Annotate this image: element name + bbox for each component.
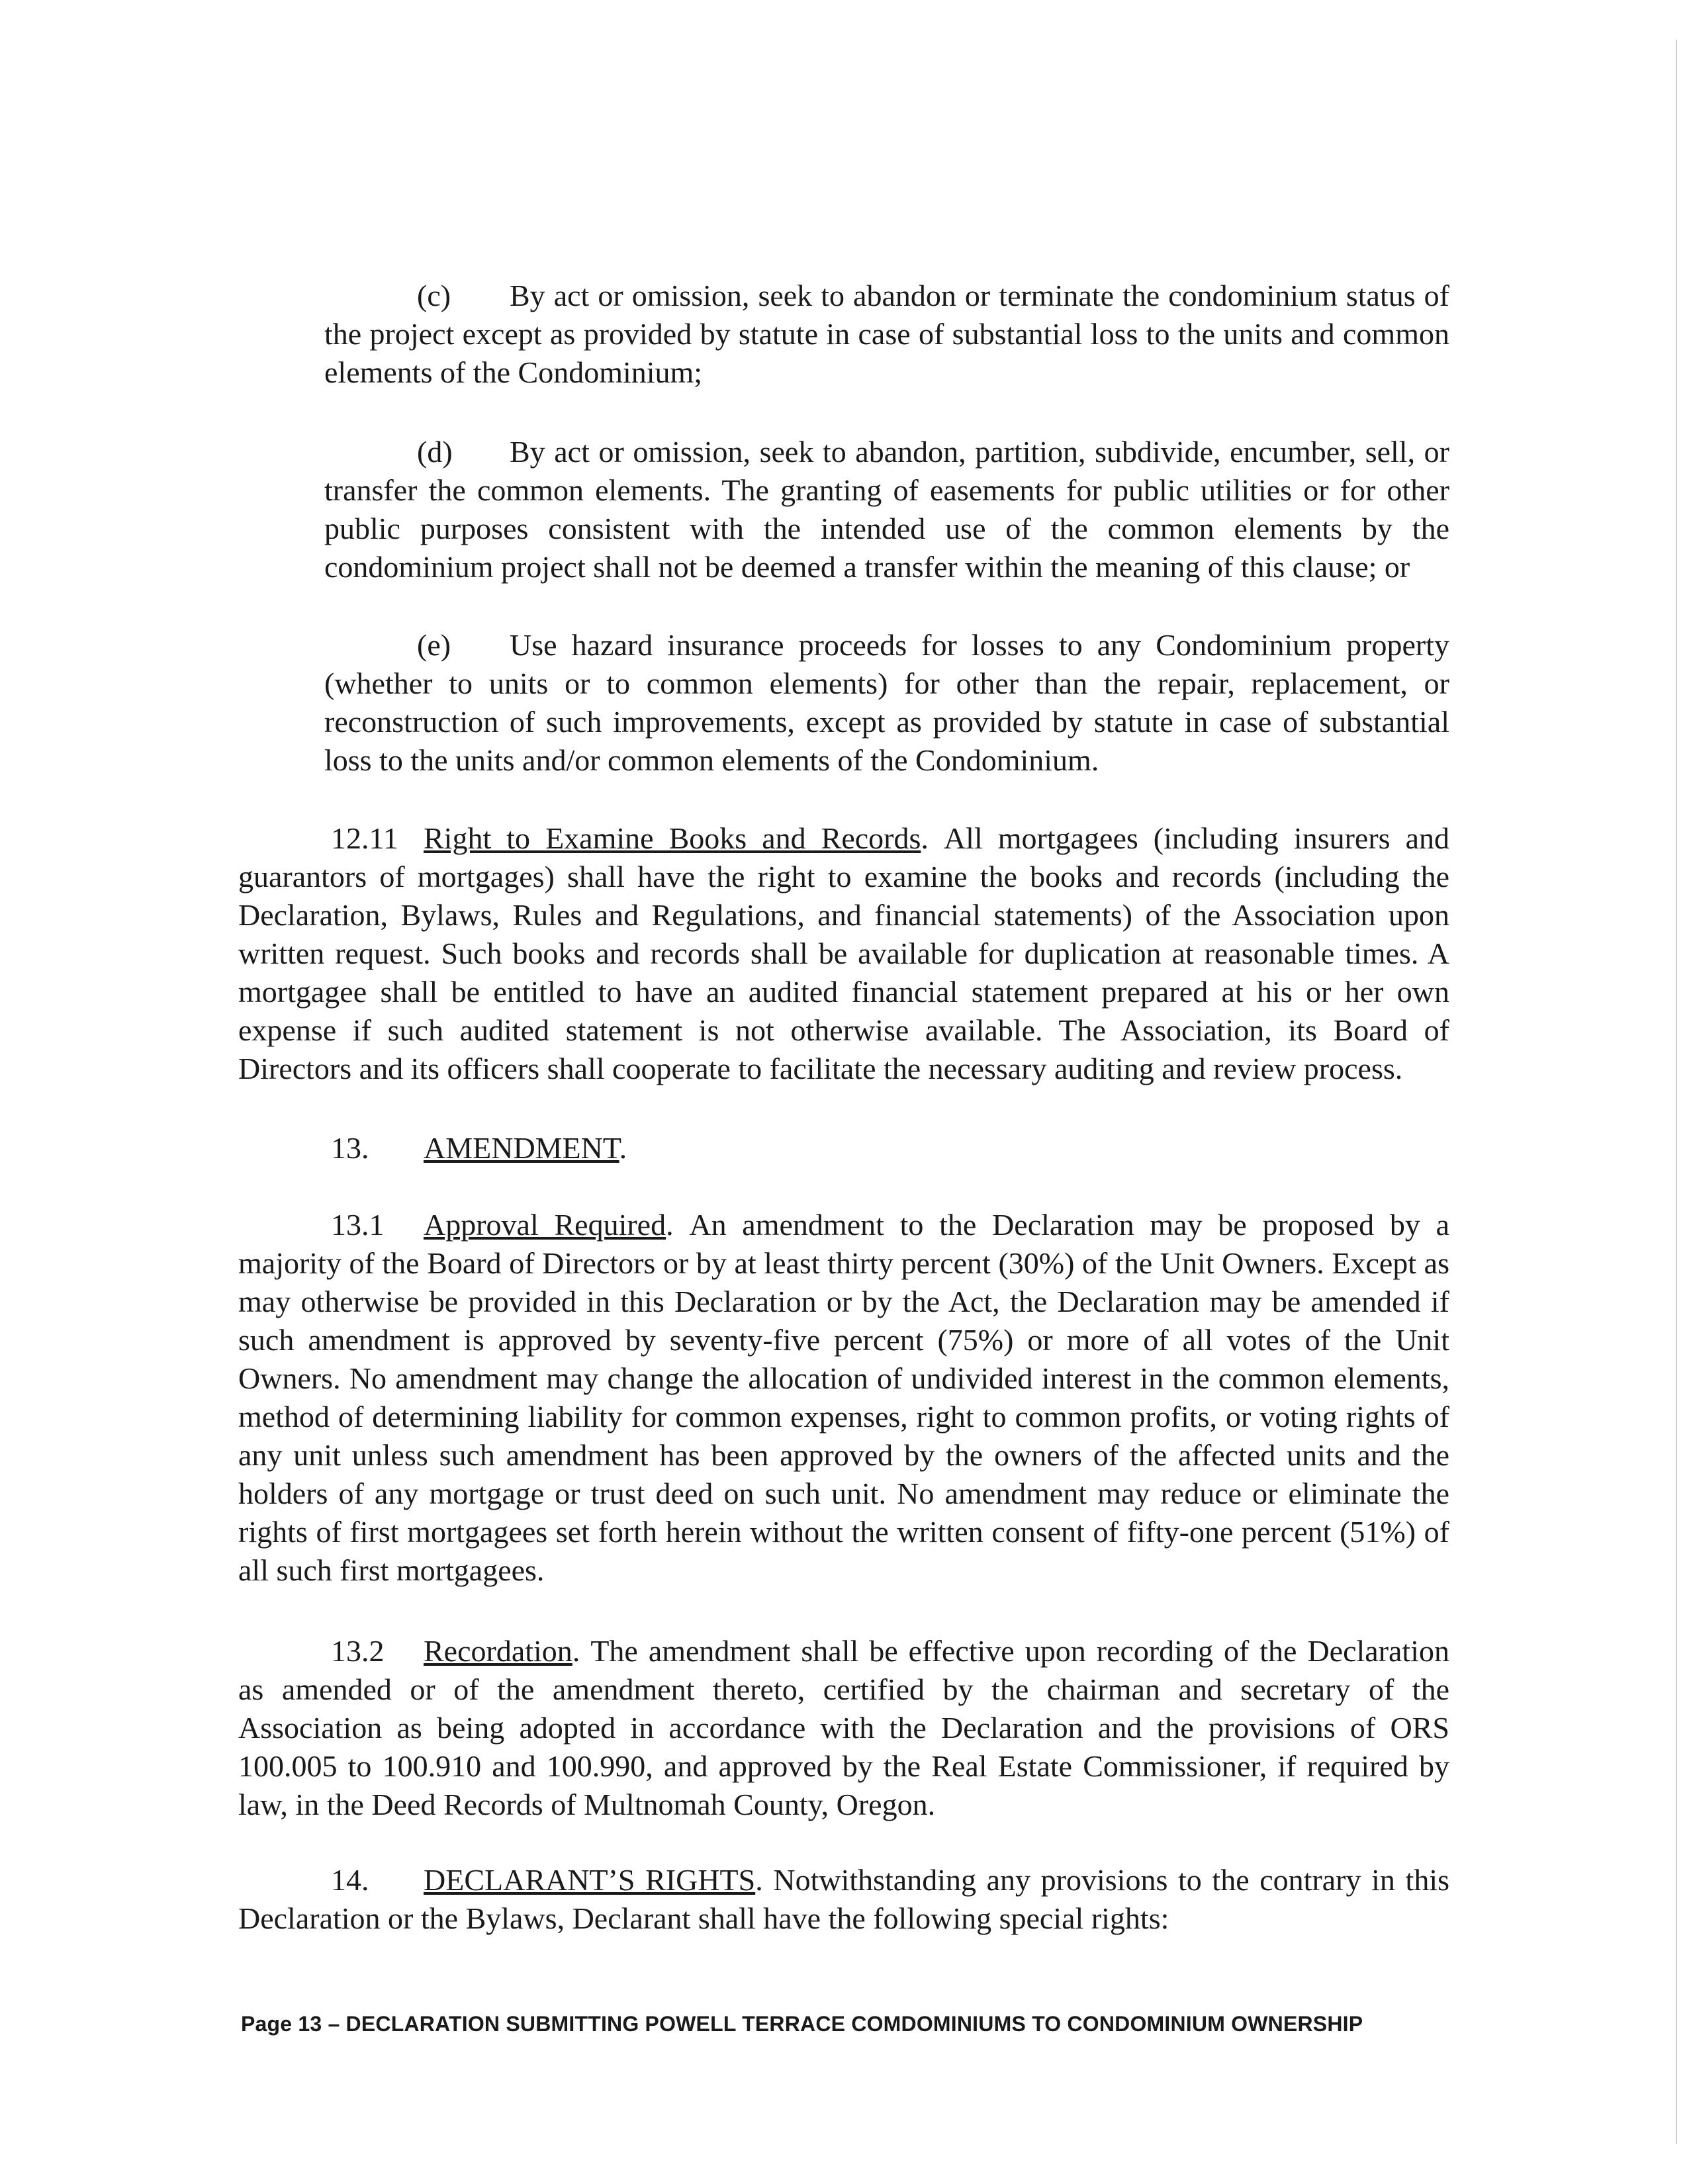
section-12-11-number: 12.11 [331, 821, 398, 855]
section-13-1: 13.1 Approval Required. An amendment to the Declaration may be proposed by a majority of the Board of Directors or by at least thirty percent (30%) of the Unit Owners. Except as may otherwise be provided in this Declaration or by the Act, the Declaration may be amended if such amendment is approved by seventy-five percent (75%) or more of all votes of the Unit Owners. No amendment may change the allocation of undivided interest in the common elements, method of determining liability for common expenses, right to common profits, or voting rights of any unit unless such amendment has been approved by the owners of the affected units and the holders of any mortgage or trust deed on such unit. No amendment may reduce or eliminate the rights of first mortgagees set forth herein without the written consent of fifty-one percent (51%) of all such first mortgagees. [238, 1206, 1449, 1590]
section-13: 13. AMENDMENT. [238, 1129, 1449, 1167]
page-edge [1676, 40, 1677, 2144]
subsection-d-text: By act or omission, seek to abandon, partition, subdivide, encumber, sell, or transfer the common elements. The granting of easements for public utilities or for other public purposes consistent with the intended use of the common elements by the condominium project shall not be deemed a transfer within the meaning of this clause; or [324, 435, 1449, 584]
section-14-number: 14. [331, 1863, 369, 1897]
section-13-2-number: 13.2 [331, 1634, 385, 1668]
section-14-text: Notwithstanding any provisions to the contrary in this Declaration or the Bylaws, Declarant shall have the following special rights: [238, 1863, 1450, 1935]
subsection-d-label: (d) [417, 435, 453, 469]
section-13-2-title: Recordation [424, 1634, 572, 1668]
subsection-e [324, 626, 1449, 780]
section-12-11-title: Right to Examine Books and Records [424, 821, 921, 855]
section-13-1-number: 13.1 [331, 1208, 385, 1242]
subsection-e-label: (e) [417, 628, 451, 662]
section-13-title: AMENDMENT [424, 1131, 619, 1165]
page-footer: Page 13 – DECLARATION SUBMITTING POWELL TERRACE COMDOMINIUMS TO CONDOMINIUM OWNERSHIP [241, 2012, 1363, 2036]
section-12-11: 12.11 Right to Examine Books and Records. All mortgagees (including insurers and guarantors of mortgages) shall have the right to examine the books and records (including the Declaration, Bylaws, Rules and Regulations, and financial statements) of the Association upon written request. Such books and records shall be available for duplication at reasonable times. A mortgagee shall be entitled to have an audited financial statement prepared at his or her own expense if such audited statement is not otherwise available. The Association, its Board of Directors and its officers shall cooperate to facilitate the necessary auditing and review process. [238, 819, 1449, 1088]
section-12-11-text: All mortgagees (including insurers and guarantors of mortgages) shall have the right to examine the books and records (including the Declaration, Bylaws, Rules and Regulations, and financial statements) of the Association upon written request. Such books and records shall be available for duplication at reasonable times. A mortgagee shall be entitled to have an audited financial statement prepared at his or her own expense if such audited statement is not otherwise available. The Association, its Board of Directors and its officers shall cooperate to facilitate the necessary auditing and review process. [238, 821, 1449, 1085]
subsection-c-text: By act or omission, seek to abandon or terminate the condominium status of the project except as provided by statute in case of substantial loss to the units and common elements of the Condominium; [324, 279, 1449, 389]
subsection-e-text: Use hazard insurance proceeds for losses to any Condominium property (whether to units or to common elements) for other than the repair, replacement, or reconstruction of such improvements, except as provided by statute in case of substantial loss to the units and/or common elements of the Condominium. [324, 628, 1449, 777]
section-14-title: DECLARANT’S RIGHTS [424, 1863, 756, 1897]
subsection-d [324, 433, 1449, 586]
section-13-2-text: The amendment shall be effective upon recording of the Declaration as amended or of the amendment thereto, certified by the chairman and secretary of the Association as being adopted in accordance with the Declaration and the provisions of ORS 100.005 to 100.910 and 100.990, and approved by the Real Estate Commissioner, if required by law, in the Deed Records of Multnomah County, Oregon. [238, 1634, 1449, 1821]
section-13-1-title: Approval Required [424, 1208, 666, 1242]
subsection-c-label: (c) [417, 279, 451, 312]
section-13-1-text: An amendment to the Declaration may be proposed by a majority of the Board of Directors or by at least thirty percent (30%) of the Unit Owners. Except as may otherwise be provided in this Declaration or by the Act, the Declaration may be amended if such amendment is approved by seventy-five percent (75%) or more of all votes of the Unit Owners. No amendment may change the allocation of undivided interest in the common elements, method of determining liability for common expenses, right to common profits, or voting rights of any unit unless such amendment has been approved by the owners of the affected units and the holders of any mortgage or trust deed on such unit. No amendment may reduce or eliminate the rights of first mortgagees set forth herein without the written consent of fifty-one percent (51%) of all such first mortgagees. [238, 1208, 1449, 1587]
section-14: 14. DECLARANT’S RIGHTS. Notwithstanding any provisions to the contrary in this Declaration or the Bylaws, Declarant shall have the following special rights: [238, 1861, 1449, 1938]
section-13-2: 13.2 Recordation. The amendment shall be effective upon recording of the Declaration as amended or of the amendment thereto, certified by the chairman and secretary of the Association as being adopted in accordance with the Declaration and the provisions of ORS 100.005 to 100.910 and 100.990, and approved by the Real Estate Commissioner, if required by law, in the Deed Records of Multnomah County, Oregon. [238, 1632, 1449, 1824]
subsection-c [324, 277, 1449, 392]
section-13-number: 13. [331, 1131, 369, 1165]
